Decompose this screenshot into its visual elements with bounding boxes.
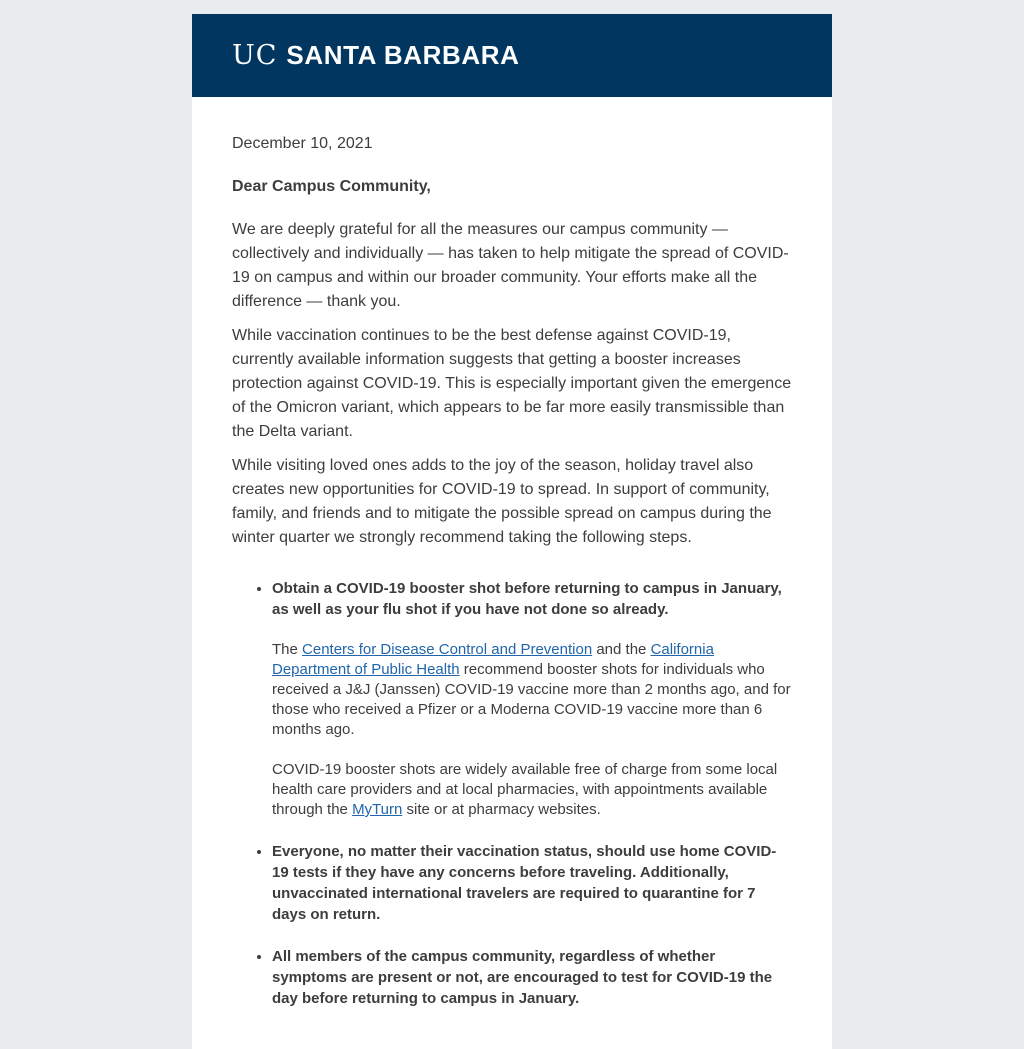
letter-body	[192, 97, 832, 1049]
home-testing-heading: • Everyone, no matter their vaccination status, should use home COVID-19 tests if they have any concerns before traveling. Additionally, unvaccinated international travelers are required to quarantine for 7 days on return.	[272, 843, 777, 923]
letter-date: December 10, 2021	[232, 135, 373, 152]
list-item-booster	[272, 578, 792, 820]
myturn-link[interactable]: MyTurn	[352, 801, 403, 818]
text-segment: site or at pharmacy websites.	[402, 801, 601, 818]
cdph-link[interactable]: California Department of Public Health	[272, 641, 714, 678]
booster-heading: • Obtain a COVID-19 booster shot before returning to campus in January, as well as your flu shot if you have not done so already.	[272, 580, 782, 618]
paragraph-vaccination: While vaccination continues to be the best defense against COVID-19, currently available information suggests that getting a booster increases protection against COVID-19. This is especially important given the emergence of the Omicron variant, which appears to be far more easily transmissible than the Delta variant.	[232, 327, 792, 440]
text-segment: COVID-19 booster shots are widely available free of charge from some local health care providers and at local pharmacies, with appointments available through the	[272, 761, 778, 818]
booster-cdc-paragraph	[272, 640, 792, 740]
paragraph-gratitude: We are deeply grateful for all the measures our campus community — collectively and individually — has taken to help mitigate the spread of COVID-19 on campus and within our broader community. Your efforts make all the difference — thank you.	[232, 221, 789, 310]
santa-barbara-wordmark: SANTA BARBARA	[286, 40, 520, 70]
cdc-link[interactable]: Centers for Disease Control and Prevention	[302, 641, 593, 658]
ucsb-header-banner	[192, 14, 832, 97]
list-item-return-testing	[272, 946, 792, 1009]
booster-availability-paragraph	[272, 760, 792, 820]
text-segment: and the	[592, 641, 651, 658]
text-segment: The	[272, 641, 303, 658]
ucsb-logo	[232, 40, 520, 71]
return-testing-heading: • All members of the campus community, regardless of whether symptoms are present or not, are encouraged to test for COVID-19 the day before returning to campus in January.	[272, 948, 773, 1007]
recommendations-list	[232, 578, 792, 1009]
uc-wordmark: UC	[232, 40, 278, 71]
list-item-home-testing	[272, 841, 792, 925]
salutation: Dear Campus Community,	[232, 178, 431, 195]
text-segment: recommend booster shots for individuals who received a J&J (Janssen) COVID-19 vaccine more than 2 months ago, and for those who received a Pfizer or a Moderna COVID-19 vaccine more than 6 months ago.	[272, 661, 791, 738]
email-card	[192, 14, 832, 1049]
paragraph-travel: While visiting loved ones adds to the joy of the season, holiday travel also creates new opportunities for COVID-19 to spread. In support of community, family, and friends and to mitigate the possible spread on campus during the winter quarter we strongly recommend taking the following steps.	[232, 457, 772, 546]
